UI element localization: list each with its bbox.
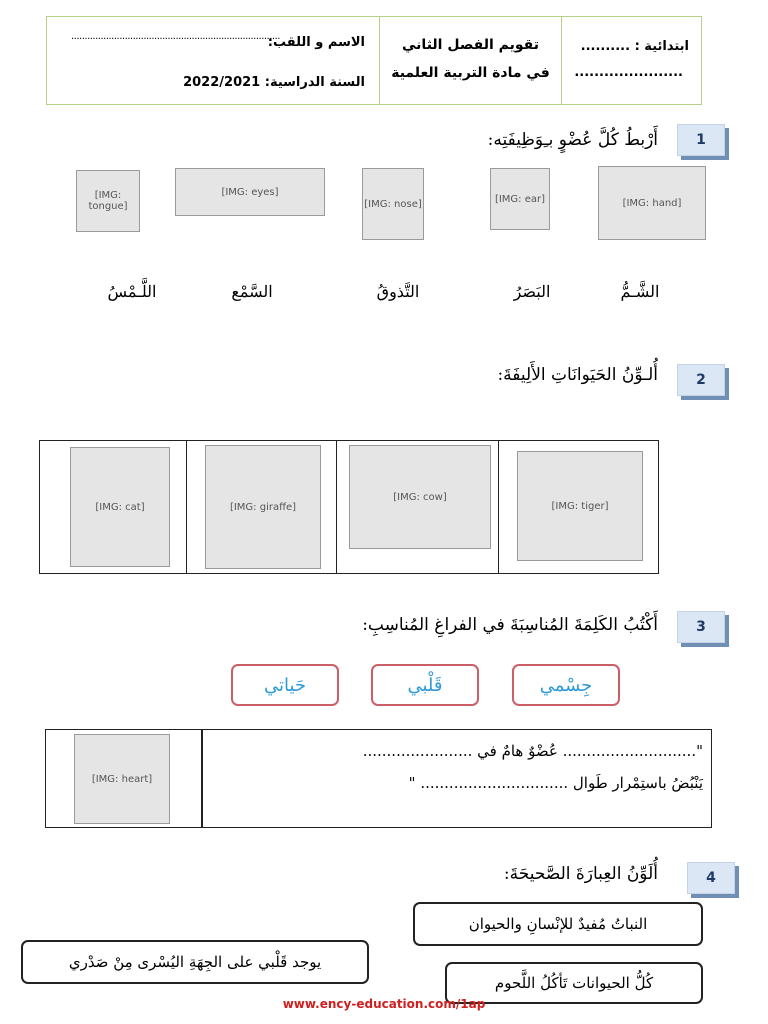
student-info-cell <box>47 17 379 104</box>
heart-image: [IMG: heart] <box>74 734 170 824</box>
statement-plants[interactable]: النباتُ مُفيدٌ للإنْسانِ والحيوان <box>413 902 703 946</box>
title-cell <box>379 17 561 104</box>
nose-image: [IMG: nose] <box>362 168 424 240</box>
name-dots: .............................................................................. <box>71 31 280 42</box>
school-label: ابتدائية : .......... <box>580 39 689 54</box>
fill-line-2[interactable]: يَنْبُضُ باستِمْرار طَوال ............................... " <box>408 774 703 792</box>
animal-cell-tiger <box>498 441 660 573</box>
statement-animals[interactable]: كُلُّ الحيوانات تَأكُلُ اللَّحوم <box>445 962 703 1004</box>
giraffe-image[interactable]: [IMG: giraffe] <box>205 445 321 569</box>
cow-image[interactable]: [IMG: cow] <box>349 445 491 549</box>
question-1-title: أَرْبطُ كُلَّ عُضْوٍ بـِوَظِيفَتِه: <box>487 130 658 150</box>
animal-cell-giraffe <box>186 441 336 573</box>
word-hearing: السَّمْع <box>231 282 273 301</box>
word-taste: التَّذوقُ <box>376 282 420 301</box>
cat-image[interactable]: [IMG: cat] <box>70 447 170 567</box>
animal-cell-cat <box>40 441 186 573</box>
tiger-image[interactable]: [IMG: tiger] <box>517 451 643 561</box>
animal-cell-cow <box>336 441 498 573</box>
question-number-3: 3 <box>677 611 725 643</box>
school-dots: ...................... <box>574 65 683 80</box>
table-divider <box>201 730 203 827</box>
statement-heart[interactable]: يوجد قَلْبي على الجِهَةِ اليُسْرى مِنْ صَدْري <box>21 940 369 984</box>
question-number-1: 1 <box>677 124 725 156</box>
hand-image: [IMG: hand] <box>598 166 706 240</box>
word-sight: البَصَرُ <box>513 282 551 301</box>
name-label: الاسم و اللقب: <box>267 35 365 50</box>
choice-body[interactable]: جِسْمي <box>512 664 620 706</box>
choice-heart[interactable]: قَلْبي <box>371 664 479 706</box>
question-4-title: أُلَوِّنُ العِبارَةَ الصَّحيحَةَ: <box>503 864 658 884</box>
animals-table <box>39 440 659 574</box>
school-cell <box>561 17 703 104</box>
question-number-2: 2 <box>677 364 725 396</box>
exam-title: تقويم الفصل الثاني <box>402 37 539 53</box>
question-3-title: أَكْتُبُ الكَلِمَةَ المُناسِبَةَ في الفراغِ المُناسِبِ: <box>362 615 658 635</box>
header-box <box>46 16 702 105</box>
choice-life[interactable]: حَياتي <box>231 664 339 706</box>
school-year: السنة الدراسية: 2022/2021 <box>183 75 365 90</box>
ear-image: [IMG: ear] <box>490 168 550 230</box>
footer-url[interactable]: www.ency-education.com/1ap <box>282 997 486 1011</box>
question-2-title: أُلـوِّنُ الحَيَوانَاتِ الأَلِيفَةَ: <box>497 365 658 385</box>
exam-subject: في مادة التربية العلمية <box>391 65 550 81</box>
question-number-4: 4 <box>687 862 735 894</box>
eyes-image: [IMG: eyes] <box>175 168 325 216</box>
tongue-image: [IMG: tongue] <box>76 170 140 232</box>
fill-line-1[interactable]: "............................ عُضْوٌ هامٌ في ....................... <box>362 742 703 760</box>
word-smell: الشَّـمُّ <box>620 282 660 301</box>
fill-in-table <box>45 729 712 828</box>
word-touch: اللَّـمْسُ <box>107 282 157 301</box>
